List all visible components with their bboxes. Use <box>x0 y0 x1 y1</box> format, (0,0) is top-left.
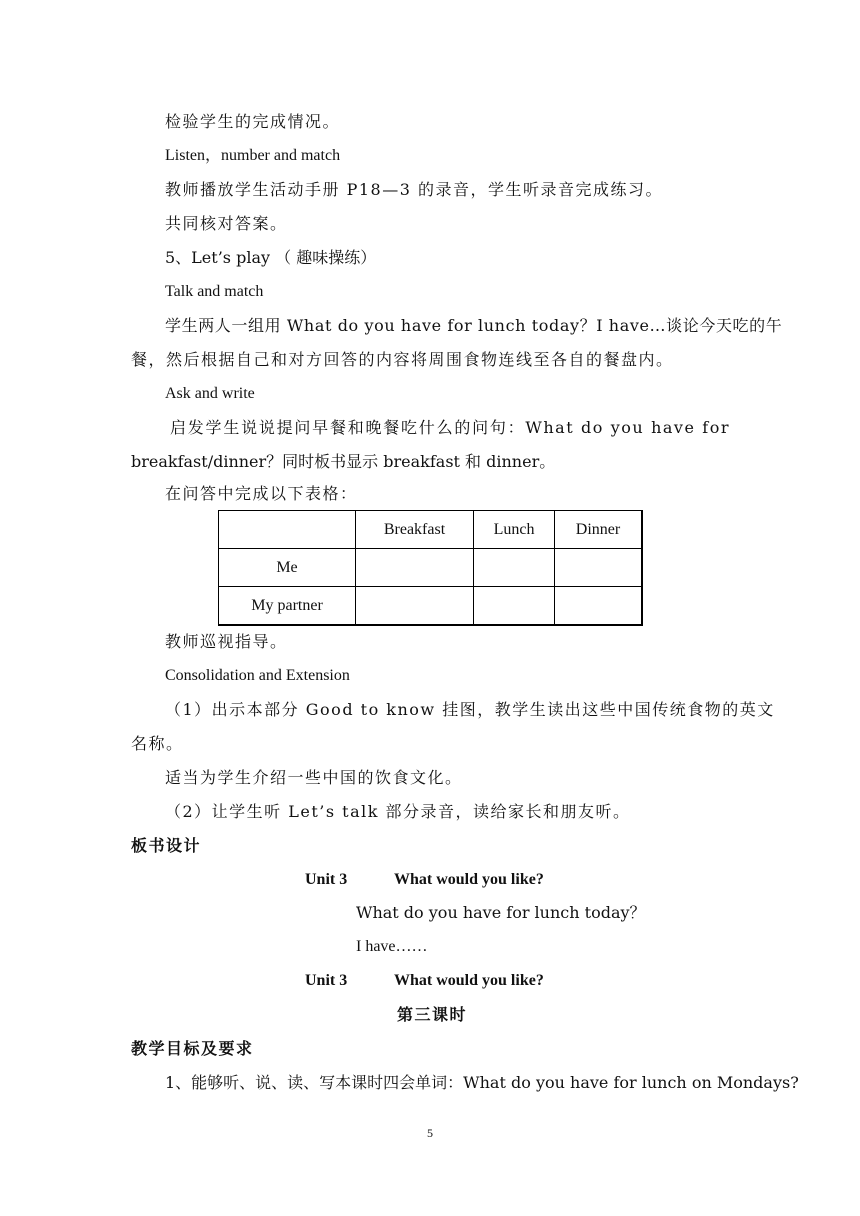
meal-table <box>218 510 643 626</box>
text-line: （2）让学生听 Let’s talk 部分录音，读给家长和朋友听。 <box>165 802 631 821</box>
board-line: What do you have for lunch today？ <box>356 903 646 922</box>
table-header-cell <box>219 511 356 549</box>
table-cell <box>474 587 555 626</box>
table-cell <box>555 587 643 626</box>
unit-title: What would you like? <box>394 972 544 989</box>
text-line: 1、能够听、说、读、写本课时四会单词：What do you have for lunch on Mondays? <box>165 1073 799 1092</box>
text-line: 教师播放学生活动手册 P18—3 的录音，学生听录音完成练习。 <box>165 180 663 199</box>
text-line: 在问答中完成以下表格： <box>165 484 358 503</box>
section-heading: Listen，number and match <box>165 147 341 164</box>
text-line: breakfast/dinner？同时板书显示 breakfast 和 dinner。 <box>131 452 556 471</box>
table-row <box>219 549 643 587</box>
section-title: 教学目标及要求 <box>131 1039 254 1058</box>
section-title: 板书设计 <box>131 836 202 855</box>
table-cell <box>356 587 474 626</box>
table-header-cell: Breakfast <box>356 511 474 549</box>
unit-label: Unit 3 <box>305 972 348 989</box>
table-header-row <box>219 511 643 549</box>
text-line: 餐，然后根据自己和对方回答的内容将周围食物连线至各自的餐盘内。 <box>131 350 674 369</box>
table-cell <box>474 549 555 587</box>
table-cell: Me <box>219 549 356 587</box>
lesson-title: 第三课时 <box>397 1005 468 1024</box>
board-line: I have…… <box>356 938 428 955</box>
text-line: 检验学生的完成情况。 <box>165 112 341 131</box>
table-header-cell: Lunch <box>474 511 555 549</box>
section-heading: Consolidation and Extension <box>165 667 350 684</box>
text-line: 学生两人一组用 What do you have for lunch today？I have…谈论今天吃的午 <box>165 316 783 335</box>
board-unit: Unit 3 <box>305 871 348 888</box>
text-line: 教师巡视指导。 <box>165 632 288 651</box>
table-row <box>219 587 643 626</box>
table-header-cell: Dinner <box>555 511 643 549</box>
text-line: 共同核对答案。 <box>165 214 288 233</box>
section-heading: Talk and match <box>165 283 264 300</box>
section-heading: Ask and write <box>165 385 255 402</box>
text-line: 名称。 <box>131 734 184 753</box>
text-line: 适当为学生介绍一些中国的饮食文化。 <box>165 768 463 787</box>
table-cell <box>356 549 474 587</box>
table-cell <box>555 549 643 587</box>
board-title: What would you like? <box>394 871 544 888</box>
text-line: 启发学生说说提问早餐和晚餐吃什么的问句：What do you have for <box>170 418 730 437</box>
section-heading: 5、Let’s play （ 趣味操练） <box>165 248 377 267</box>
text-line: （1）出示本部分 Good to know 挂图，教学生读出这些中国传统食物的英文 <box>165 700 775 719</box>
table-cell: My partner <box>219 587 356 626</box>
page-number: 5 <box>427 1126 433 1140</box>
